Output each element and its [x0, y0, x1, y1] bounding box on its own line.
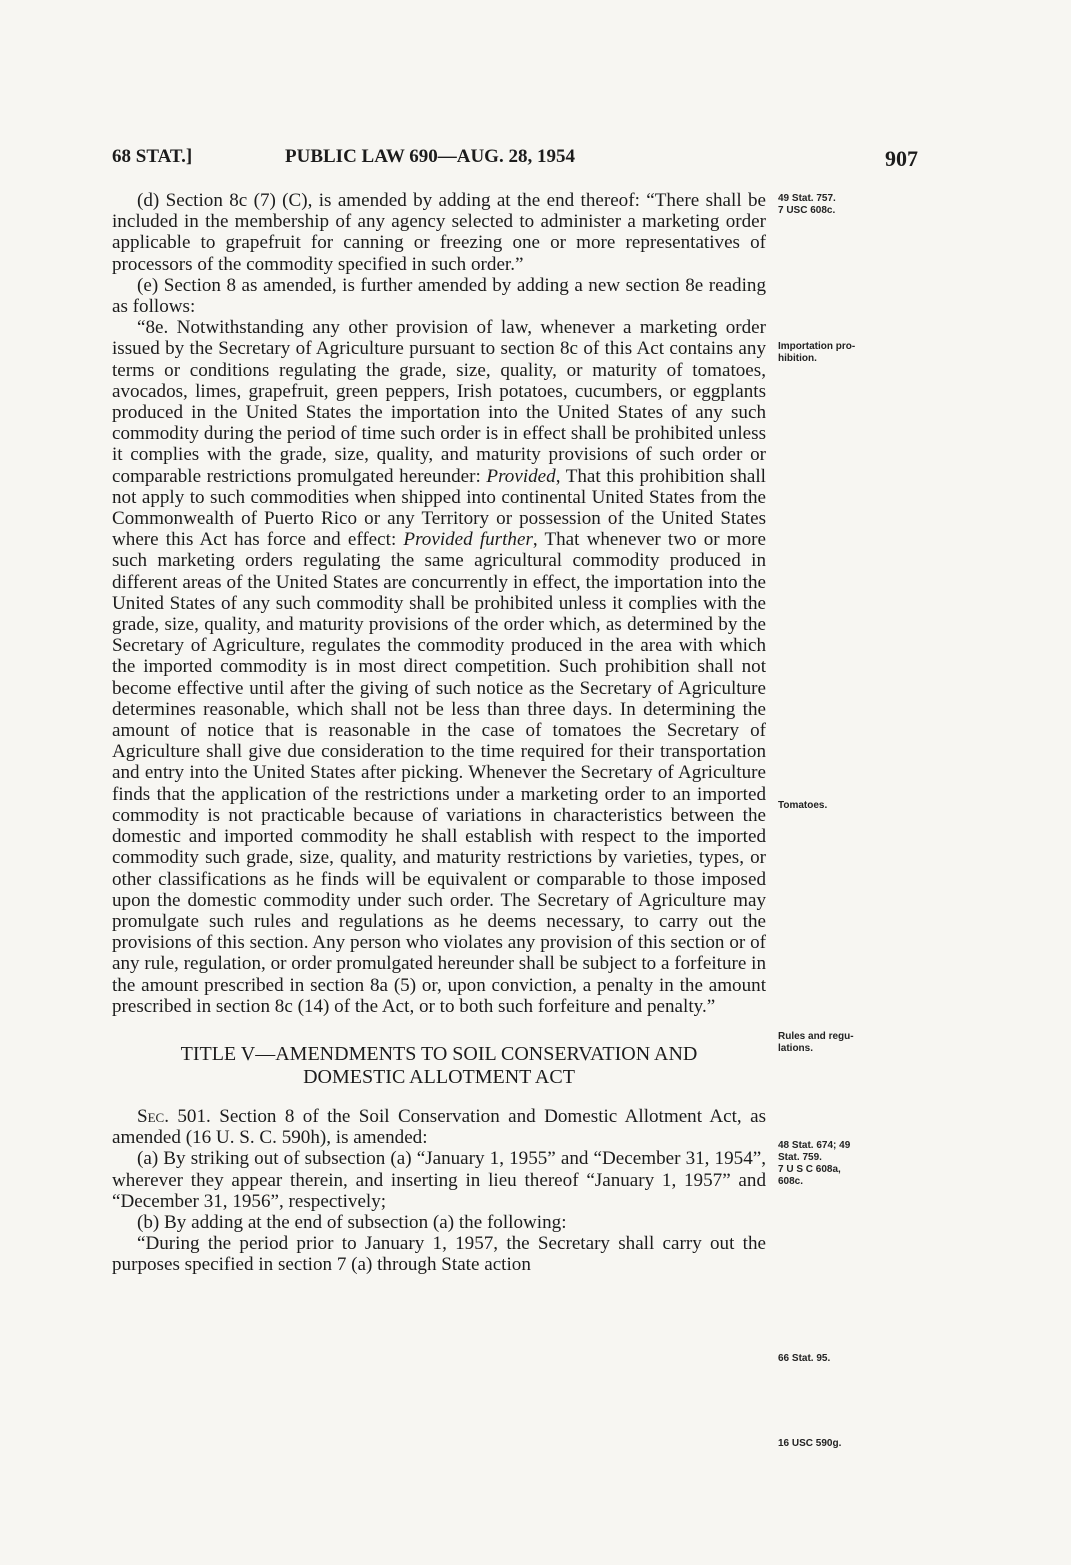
section-8e-paragraph — [112, 317, 766, 1017]
title-line-1: TITLE V—AMENDMENTS TO SOIL CONSERVATION AND — [180, 1042, 698, 1065]
margin-note-48-stat-674: 48 Stat. 674; 49 Stat. 759. 7 U S C 608a, 608c. — [778, 1140, 851, 1187]
main-text — [112, 190, 766, 1276]
margin-note-66-stat-95: 66 Stat. 95. — [778, 1353, 831, 1364]
section-501-paragraph — [112, 1106, 766, 1148]
paragraph-b: (b) By adding at the end of subsection (a) the following: — [137, 1211, 567, 1233]
page-header — [112, 146, 918, 174]
margin-note-rules-and-regulations: Rules and regu- lations. — [778, 1031, 854, 1054]
margin-note-16-usc-590g: 16 USC 590g. — [778, 1438, 842, 1449]
section-501-label: Sec. 501. — [137, 1105, 211, 1127]
paragraph-a: (a) By striking out of subsection (a) “January 1, 1955” and “December 31, 1954”, wherever they appear therein, and inserting in lieu thereof “January 1, 1957” and “December 31, 1956”, respectively; — [112, 1148, 766, 1212]
title-line-2: DOMESTIC ALLOTMENT ACT — [303, 1065, 575, 1088]
section-8e-text-part2: , That this prohibition shall not apply to such commodities when shipped into continental United States from the Commonwealth of Puerto Rico or any Territory or possession of the United States where this Act has force and effect: — [112, 465, 766, 551]
paragraph-d: (d) Section 8c (7) (C), is amended by adding at the end thereof: “There shall be included in the membership of any agency selected to administer a marketing order applicable to grapefruit for canning or freezing one or more representatives of processors of the commodity specified in such order.” — [112, 190, 766, 275]
law-title: PUBLIC LAW 690—AUG. 28, 1954 — [285, 146, 575, 167]
section-8e-text-part1: “8e. Notwithstanding any other provision of law, whenever a marketing order issued by the Secretary of Agriculture pursuant to section 8c of this Act contains any terms or conditions regulating the grade, size, quality, or maturity of tomatoes, avocados, limes, grapefruit, green peppers, Irish potatoes, cucumbers, or eggplants produced in the United States the importation into the United States of any such commodity during the period of time such order is in effect shall be prohibited unless it complies with the grade, size, quality, and maturity provisions of such order or comparable restrictions promulgated hereunder: — [112, 317, 766, 487]
provided-italic: Provided — [486, 465, 556, 487]
section-501-text: Section 8 of the Soil Conservation and Domestic Allotment Act, as amended (16 U. S. C. 590h), is amended: — [112, 1105, 766, 1149]
provided-further-italic: Provided further — [403, 529, 533, 551]
title-v-heading — [112, 1043, 766, 1089]
section-8e-text-part3: , That whenever two or more such marketing orders regulating the same agricultural commodity produced in different areas of the United States are concurrently in effect, the importation into the United States of any such commodity shall be prohibited unless it complies with the grade, size, quality, and maturity provisions of the order which, as determined by the Secretary of Agriculture, regulates the commodity produced in the area with which the imported commodity is in most direct competition. Such prohibition shall not become effective until after the giving of such notice as the Secretary of Agriculture determines reasonable, which shall not be less than three days. In determining the amount of notice that is reasonable in the case of tomatoes the Secretary of Agriculture shall give due consideration to the time required for their transportation and entry into the United States after picking. Whenever the Secretary of Agriculture finds that the application of the restrictions under a marketing order to an imported commodity is not practicable because of variations in characteristics between the domestic and imported commodity he shall establish with respect to the imported commodity such grade, size, quality, and maturity restrictions by varieties, types, or other classifications as he finds will be equivalent or comparable to those imposed upon the domestic commodity under such order. The Secretary of Agriculture may promulgate such rules and regulations as he deems necessary, to carry out the provisions of this section. Any person who violates any provision of this section or of any rule, regulation, or order promulgated hereunder shall be subject to a forfeiture in the amount prescribed in section 8a (5) or, upon conviction, a penalty in the amount prescribed in section 8c (14) of the Act, or to both such forfeiture and penalty.” — [112, 529, 767, 1017]
margin-note-importation-prohibition: Importation pro- hibition. — [778, 341, 856, 364]
page-number: 907 — [885, 146, 918, 171]
volume-reference: 68 STAT.] — [112, 146, 193, 167]
quoted-provision: “During the period prior to January 1, 1957, the Secretary shall carry out the purposes specified in section 7 (a) through State action — [112, 1233, 766, 1276]
margin-note-49-stat-757: 49 Stat. 757. 7 USC 608c. — [778, 193, 836, 216]
margin-note-tomatoes: Tomatoes. — [778, 800, 828, 811]
paragraph-e: (e) Section 8 as amended, is further amended by adding a new section 8e reading as follows: — [112, 274, 766, 318]
